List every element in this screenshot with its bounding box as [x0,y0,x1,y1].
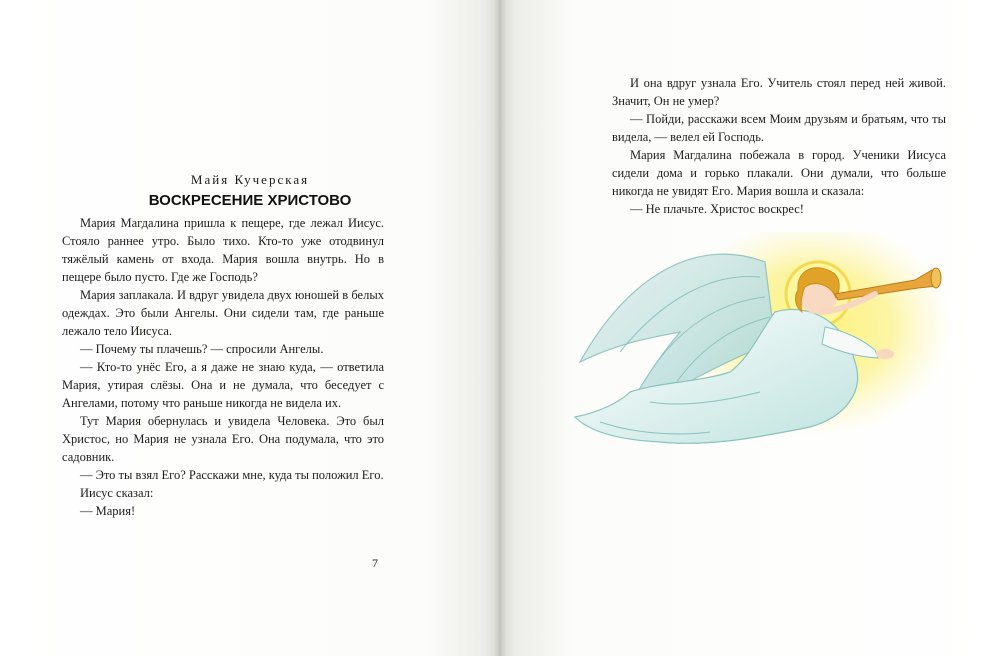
paragraph: Мария заплакала. И вдруг увидела двух юношей в белых одеждах. Это были Ангелы. Они сидели там, где раньше лежало тело Иисуса. [62,288,384,338]
page-number: 7 [372,556,378,570]
author-name: Майя Кучерская [190,172,310,187]
paragraph: Мария Магдалина побежала в город. Ученики Иисуса сидели дома и горько плакали. Они думали, что больше никогда не увидят Его. Мария вошла и сказала: [612,148,946,198]
paragraph: Иисус сказал: [80,486,154,500]
paragraph: И она вдруг узнала Его. Учитель стоял перед ней живой. Значит, Он не умер? [612,76,946,108]
angel-with-trumpet-illustration [560,232,950,462]
left-page-text [62,214,384,520]
paragraph: — Это ты взял Его? Расскажи мне, куда ты положил Его. [80,468,384,482]
paragraph: — Мария! [80,504,136,518]
book-gutter [494,0,506,656]
right-page-text [612,74,946,218]
paragraph: Мария Магдалина пришла к пещере, где лежал Иисус. Стояло раннее утро. Было тихо. Кто-то уже отодвинул тяжёлый камень от входа. Мария вошла внутрь. Но в пещере было пусто. Где же Господь? [62,216,384,284]
paragraph: — Кто-то унёс Его, а я даже не знаю куда, — ответила Мария, утирая слёзы. Она и не думала, что беседует с Ангелами, потому что раньше никогда не видела их. [62,360,384,410]
paragraph: — Не плачьте. Христос воскрес! [630,202,804,216]
paragraph: — Почему ты плачешь? — спросили Ангелы. [80,342,324,356]
paragraph: — Пойди, расскажи всем Моим друзьям и братьям, что ты видела, — велел ей Господь. [612,112,946,144]
story-title: ВОСКРЕСЕНИЕ ХРИСТОВО [148,192,352,209]
paragraph: Тут Мария обернулась и увидела Человека. Это был Христос, но Мария не узнала Его. Она подумала, что это садовник. [62,414,384,464]
